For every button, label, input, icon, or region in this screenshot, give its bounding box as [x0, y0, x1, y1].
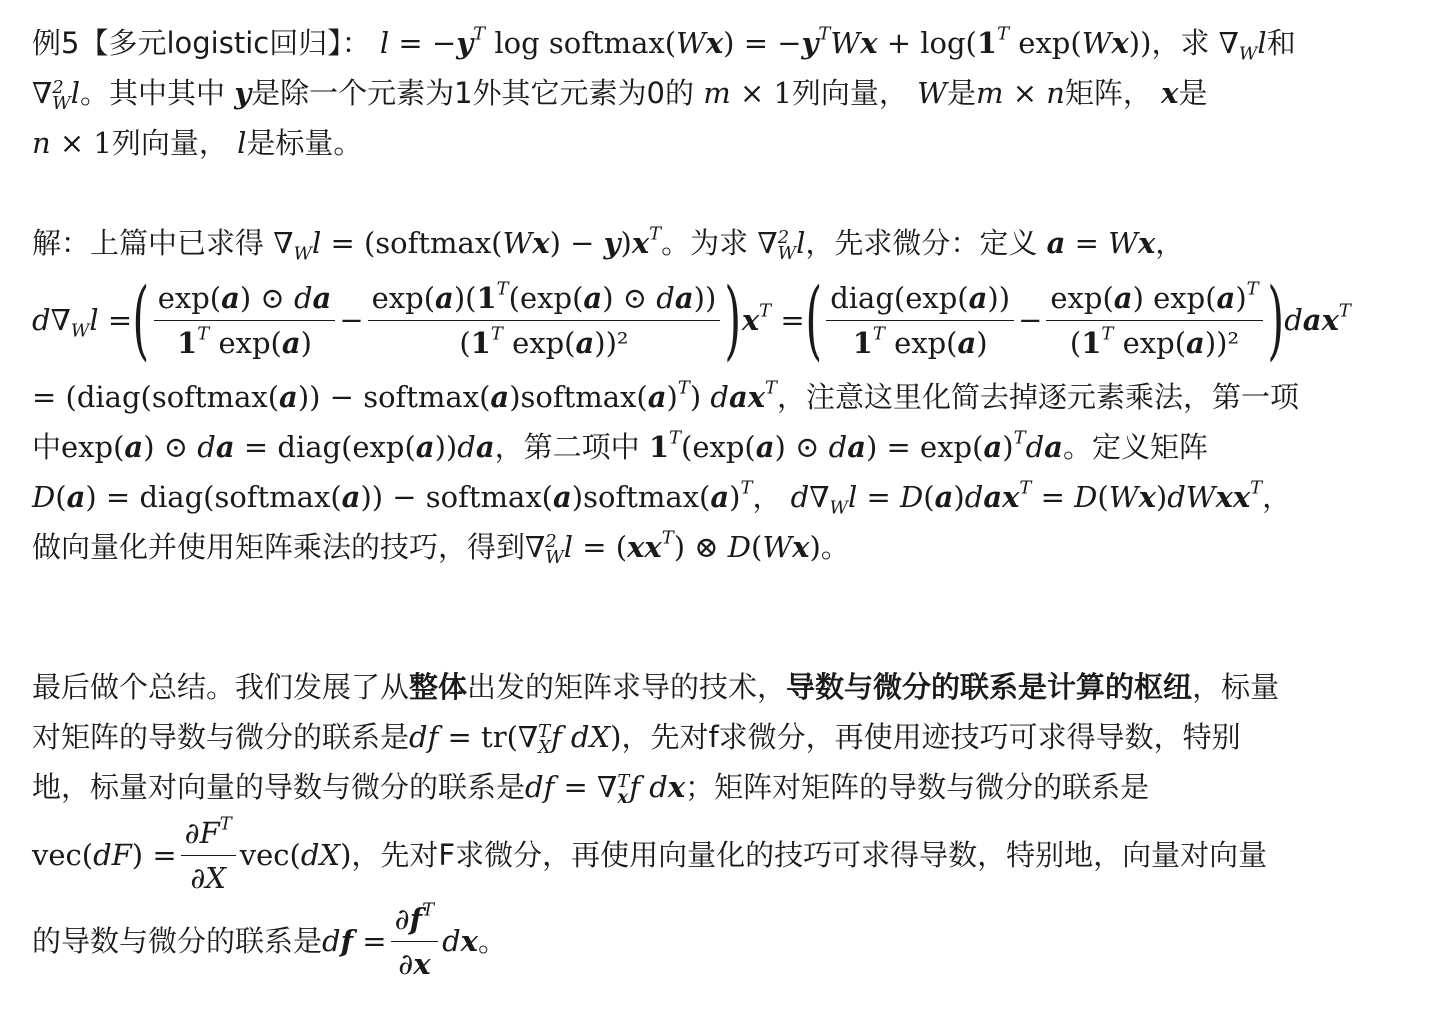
sum-s1-bold: 整体 — [409, 670, 468, 704]
sol-t8: ， — [752, 480, 782, 514]
loss-formula: $l = -y^T$ log softmax(Wx) = $-y^TWx + \log(1^T$ exp(Wx)) — [379, 23, 1152, 60]
line2-a: 。其中其中 — [80, 76, 226, 110]
vector-vector-line — [32, 898, 1417, 984]
sum-s7: ；矩阵对矩阵的导数与微分的联系是 — [685, 770, 1150, 804]
sol-t1: 。为求 — [661, 226, 749, 260]
l-symbol: l — [237, 126, 247, 160]
gradient-result: $\nabla_Wl$ = (softmax(Wx) − $y)x^T$ — [273, 223, 662, 265]
line1-and: 和 — [1266, 26, 1296, 60]
summary-paragraph — [32, 662, 1417, 812]
fraction-2: $\frac{\exp(a)(1^T(\exp(a) ⊙ da))}{(1^T \exp(a))^2}$ — [368, 279, 721, 362]
fraction-4: $\frac{\exp(a) \exp(a)^T}{(1^T \exp(a))^2}$ — [1046, 279, 1262, 362]
m-by-n: m × n — [975, 76, 1065, 110]
line2-d: 是 — [946, 76, 976, 110]
sum-s2: 出发的矩阵求导的技术， — [467, 670, 787, 704]
vec-dX: vec(dX) — [239, 838, 352, 872]
line2-c: 列向量， — [791, 76, 908, 110]
sum-s2-bold: 导数与微分的联系是计算的枢纽 — [786, 670, 1193, 704]
sum-s10: 。 — [477, 924, 507, 958]
line2-f: 是 — [1178, 76, 1208, 110]
grad-symbol: $\nabla_Wl$ — [1218, 26, 1267, 65]
left-paren-2: ( — [805, 270, 822, 370]
right-paren-2: ) — [1267, 270, 1284, 370]
n-by-1: n × 1 — [32, 126, 112, 160]
df-equals: df = — [322, 924, 387, 958]
solution-line1 — [32, 218, 1417, 268]
solution-section — [32, 218, 1417, 572]
line3-b: 是标量。 — [246, 126, 363, 160]
sum-s4: 对矩阵的导数与微分的联系是 — [32, 720, 410, 754]
sol-t3: ， — [1155, 226, 1185, 260]
second-term: $1^T(\exp(a)$ ⊙ $da) = \exp(a)^Tda$ — [648, 427, 1063, 464]
sol-t2: ，先求微分：定义 — [805, 226, 1038, 260]
line3-a: 列向量， — [111, 126, 228, 160]
x-symbol: x — [1161, 76, 1179, 110]
differential-equation — [32, 268, 1417, 372]
sum-s8: ，先对F求微分，再使用向量化的技巧可求得导数，特别地，向量对向量 — [351, 838, 1268, 872]
scalar-vector-formula: df = ∇ T x f dx — [525, 770, 686, 809]
sum-s1: 最后做个总结。我们发展了从 — [32, 670, 410, 704]
sol-t4: ，注意这里化简去掉逐元素乘法，第一项 — [777, 380, 1300, 414]
scalar-matrix-formula: df = tr(∇ T X f dX) — [409, 720, 622, 759]
vec-dF-lhs: vec(dF) = — [32, 838, 177, 872]
sol-t6: ，第二项中 — [494, 430, 640, 464]
right-paren: ) — [724, 270, 742, 370]
sol-t5: 中 — [32, 430, 62, 464]
line2-b: 是除一个元素为1外其它元素为0的 — [251, 76, 695, 110]
first-term: exp(a) ⊙ da = diag(exp(a))da — [61, 430, 495, 464]
dx: dx — [442, 924, 478, 958]
hessian-symbol: ∇ 2 W l — [32, 76, 81, 115]
line1-tail: ，求 — [1151, 26, 1210, 60]
left-paren: ( — [132, 270, 150, 370]
sum-s6: 地，标量对向量的导数与微分的联系是 — [32, 770, 526, 804]
d-matrix-def: D(a) = diag(softmax(a)) − $softmax(a)softmax(a)^T$ — [32, 477, 753, 514]
example-paragraph — [32, 18, 1417, 168]
solution-label: 解：上篇中已求得 — [32, 226, 265, 260]
example-title: 例5【多元logistic回归】： — [32, 26, 371, 60]
hessian-symbol-2: ∇ 2 W l — [757, 226, 806, 265]
hessian-result: ∇ 2 W $l = (xx^T)$ ⊗ D(Wx) — [525, 527, 821, 569]
fraction-3: $\frac{\text{diag(exp(a))}}{1^T \exp(a)}$ — [826, 279, 1014, 362]
a-definition: a = Wx — [1046, 226, 1156, 260]
y-symbol: y — [234, 76, 252, 110]
sol-t7: 。定义矩阵 — [1062, 430, 1208, 464]
sol-t10: 做向量化并使用矩阵乘法的技巧，得到 — [32, 530, 526, 564]
sum-s9: 的导数与微分的联系是 — [32, 924, 323, 958]
da-xT: dax$^T$ — [1284, 300, 1351, 337]
sum-s5: ，先对f求微分，再使用迹技巧可求得导数，特别 — [621, 720, 1241, 754]
minus-1: − — [339, 303, 364, 337]
sol-t11: 。 — [820, 530, 850, 564]
partial-f-x: $\frac{\partial f^T}{\partial x}$ — [391, 900, 438, 983]
matrix-matrix-line — [32, 812, 1417, 898]
sol-t9: ， — [1262, 480, 1292, 514]
example-section — [32, 18, 1417, 572]
partial-F-X: $\frac{\partial F^T}{\partial X}$ — [181, 814, 236, 897]
d-grad-final: $d\nabla_Wl = D(a)dax^T$ = D(Wx)dWxx$^T$ — [790, 477, 1263, 519]
w-symbol: W — [917, 76, 947, 110]
solution-line3 — [32, 372, 1417, 572]
minus-2: − — [1018, 303, 1043, 337]
sum-s3: ，标量 — [1192, 670, 1280, 704]
line2-e: 矩阵， — [1064, 76, 1152, 110]
d-grad-lhs: $d\nabla_Wl$ = — [32, 303, 133, 342]
xT-equals: $x^T$ = — [741, 300, 805, 337]
simplified-diff: = (diag(softmax(a)) − $softmax(a)softmax(a)^T$) dax$^T$ — [32, 377, 778, 414]
summary-section — [32, 662, 1417, 984]
fraction-1: $\frac{\exp(a) ⊙ da}{1^T \exp(a)}$ — [154, 279, 336, 362]
m-by-1: m × 1 — [703, 76, 792, 110]
